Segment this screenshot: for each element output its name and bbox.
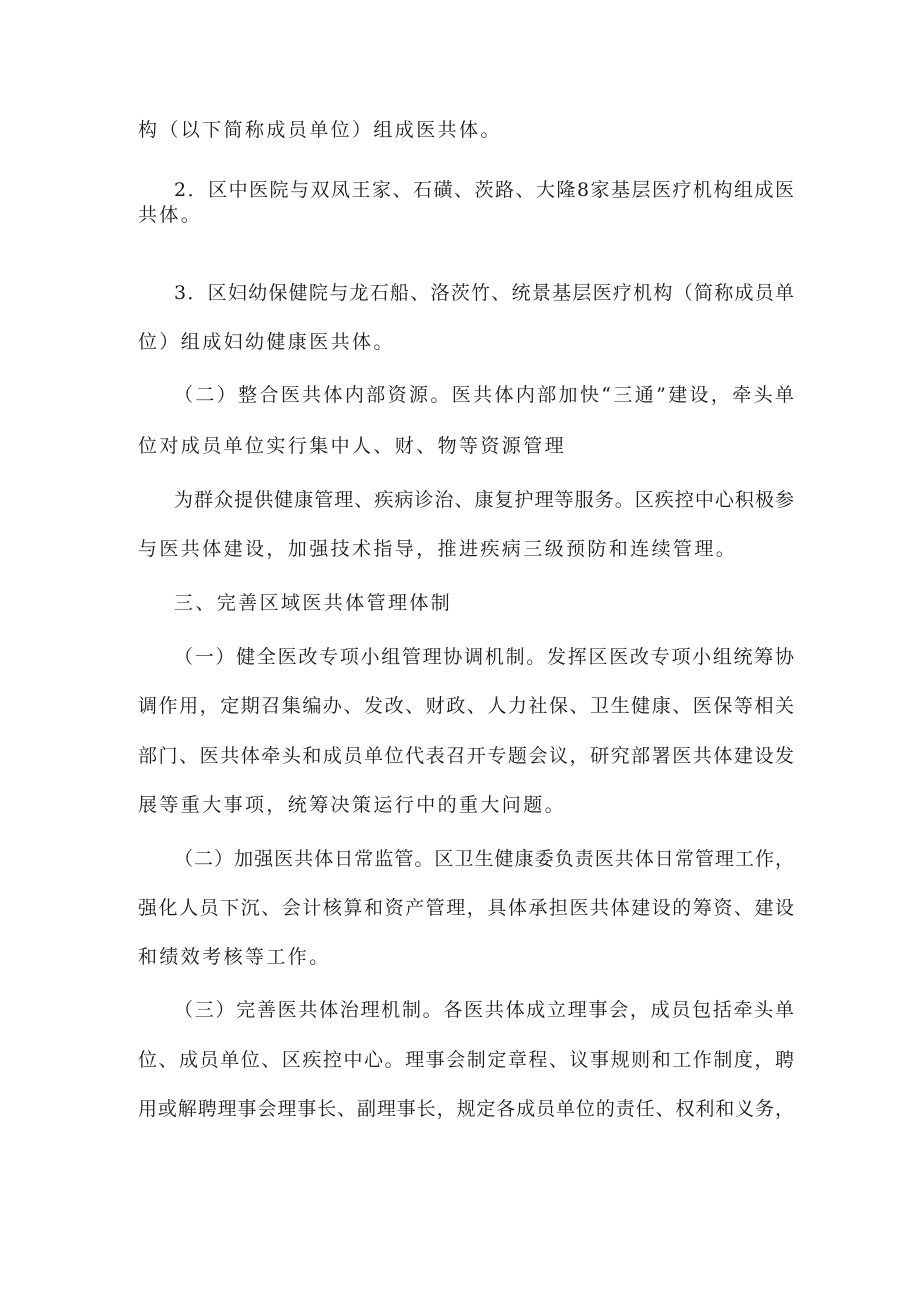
text-line: 用或解聘理事会理事长、副理事长，规定各成员单位的责任、权利和义务， — [138, 1098, 794, 1120]
text-line: 2．区中医院与双凤王家、石磺、茨路、大隆8家基层医疗机构组成医 — [174, 179, 794, 201]
text-line: 与医共体建设，加强技术指导，推进疾病三级预防和连续管理。 — [138, 538, 738, 560]
text-line: 部门、医共体牵头和成员单位代表召开专题会议，研究部署医共体建设发 — [138, 745, 794, 767]
text-line: （二）加强医共体日常监管。区卫生健康委负责医共体日常管理工作， — [174, 848, 794, 870]
text-line: 构（以下简称成员单位）组成医共体。 — [138, 119, 502, 141]
text-line: 展等重大事项，统筹决策运行中的重大问题。 — [138, 794, 567, 816]
text-line: 位）组成妇幼健康医共体。 — [138, 331, 395, 353]
text-line: 为群众提供健康管理、疾病诊治、康复护理等服务。区疾控中心积极参 — [174, 489, 794, 511]
text-line: 共体。 — [138, 204, 203, 226]
text-line: （一）健全医改专项小组管理协调机制。发挥区医改专项小组统筹协 — [174, 646, 794, 668]
text-line: 3．区妇幼保健院与龙石船、洛茨竹、统景基层医疗机构（简称成员单 — [174, 282, 794, 304]
text-line: 强化人员下沉、会计核算和资产管理，具体承担医共体建设的筹资、建设 — [138, 897, 794, 919]
text-line: 位对成员单位实行集中人、财、物等资源管理 — [138, 435, 567, 457]
text-line: 调作用，定期召集编办、发改、财政、人力社保、卫生健康、医保等相关 — [138, 695, 794, 717]
text-line: 位、成员单位、区疾控中心。理事会制定章程、议事规则和工作制度，聘 — [138, 1049, 794, 1071]
text-line: （三）完善医共体治理机制。各医共体成立理事会，成员包括牵头单 — [174, 999, 794, 1021]
text-line: （二）整合医共体内部资源。医共体内部加快“三通”建设，牵头单 — [174, 384, 794, 406]
section-heading: 三、完善区域医共体管理体制 — [174, 592, 453, 614]
text-line: 和绩效考核等工作。 — [138, 946, 331, 968]
